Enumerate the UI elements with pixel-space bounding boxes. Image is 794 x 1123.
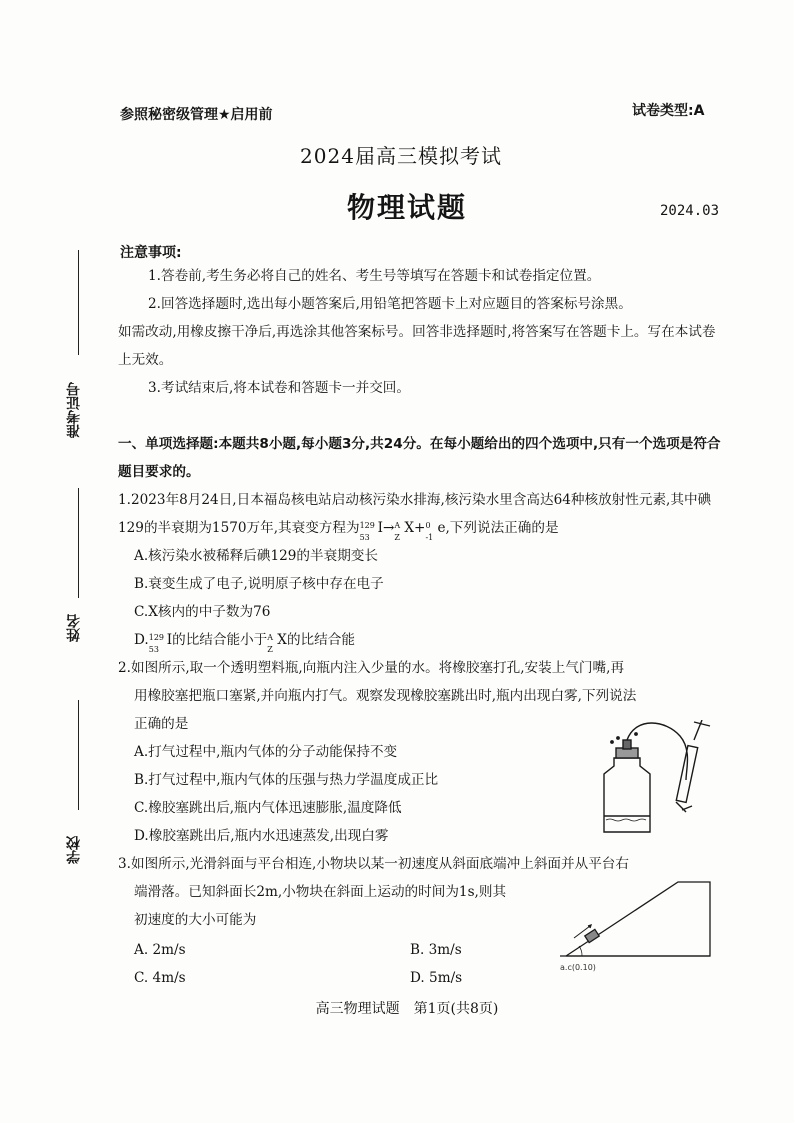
q3-option-a: A. 2m/s xyxy=(134,942,186,958)
bottle-pump-figure xyxy=(596,720,726,840)
x-nuclide: A Z xyxy=(394,521,401,542)
q2-option-d: D.橡胶塞跳出后,瓶内水迅速蒸发,出现白雾 xyxy=(134,828,389,844)
subject-title: 物理试题 xyxy=(346,191,467,224)
bottle-icon xyxy=(604,758,650,832)
q3-stem-line-1: 3.如图所示,光滑斜面与平台相连,小物块以某一初速度从斜面底端冲上斜面并从平台右 xyxy=(118,856,629,872)
notice-item-1: 1.答卷前,考生务必将自己的姓名、考生号等填写在答题卡和试卷指定位置。 xyxy=(148,268,601,284)
q3-option-b: B. 3m/s xyxy=(410,942,462,958)
notice-heading: 注意事项: xyxy=(120,245,182,261)
x-nuclide: A Z xyxy=(267,633,274,654)
q1-option-a: A.核污染水被稀释后碘129的半衰期变长 xyxy=(134,548,378,564)
question-1-stem xyxy=(118,486,728,542)
section-heading: 一、单项选择题:本题共8小题,每小题3分,共24分。在每小题给出的四个选项中,只有一个选项是符合题目要求的。 xyxy=(118,436,721,480)
q2-stem-line-3: 正确的是 xyxy=(134,716,189,732)
name-label: 姓名 xyxy=(66,614,82,642)
q3-stem-line-3: 初速度的大小可能为 xyxy=(134,912,257,928)
incline-figure xyxy=(560,872,720,982)
page-footer: 高三物理试题 第1页(共8页) xyxy=(315,1001,499,1017)
q1-d-text: X的比结合能 xyxy=(277,632,355,648)
q1-eq-part: X+ xyxy=(404,520,426,536)
q1-d-text: I的比结合能小于 xyxy=(166,632,268,648)
electron-nuclide: 0 -1 xyxy=(425,521,434,542)
q1-stem-text: 1.2023年8月24日,日本福岛核电站启动核污染水排海,核污染水里含高达64种核放射性元素,其中碘129的半衰期为1570万年,其衰变方程为 xyxy=(118,492,712,536)
binding-line xyxy=(78,700,79,810)
secret-label: 参照秘密级管理★启用前 xyxy=(120,107,273,123)
iodine-nuclide: 129 53 xyxy=(148,633,165,654)
figure-note: a.c(0.10) xyxy=(560,963,596,972)
q1-eq-part: I→ xyxy=(377,520,395,536)
paper-type: 试卷类型:A xyxy=(632,103,705,119)
notice-item-2-cont: 如需改动,用橡皮擦干净后,再选涂其他答案标号。回答非选择题时,将答案写在答题卡上。写在本试卷上无效。 xyxy=(118,324,716,368)
q3-option-c: C. 4m/s xyxy=(134,970,186,986)
q2-option-b: B.打气过程中,瓶内气体的压强与热力学温度成正比 xyxy=(134,772,439,788)
q1-option-b: B.衰变生成了电子,说明原子核中存在电子 xyxy=(134,576,384,592)
exam-title: 2024届高三模拟考试 xyxy=(300,144,502,168)
q1-option-d xyxy=(134,626,355,654)
q3-option-d: D. 5m/s xyxy=(410,970,463,986)
q1-eq-part: e,下列说法正确的是 xyxy=(437,520,559,536)
q2-option-c: C.橡胶塞跳出后,瓶内气体迅速膨胀,温度降低 xyxy=(134,800,402,816)
school-label: 学校 xyxy=(66,836,82,864)
iodine-nuclide: 129 53 xyxy=(359,521,375,542)
admission-number-label: 准考证号 xyxy=(66,382,82,438)
q1-d-text: D. xyxy=(134,632,149,648)
notice-item-3: 3.考试结束后,将本试卷和答题卡一并交回。 xyxy=(148,380,410,396)
q2-option-a: A.打气过程中,瓶内气体的分子动能保持不变 xyxy=(134,744,398,760)
q2-stem-line-2: 用橡胶塞把瓶口塞紧,并向瓶内打气。观察发现橡胶塞跳出时,瓶内出现白雾,下列说法 xyxy=(134,688,637,704)
q1-option-c: C.X核内的中子数为76 xyxy=(134,604,271,620)
q3-stem-line-2: 端滑落。已知斜面长2m,小物块在斜面上运动的时间为1s,则其 xyxy=(134,884,507,900)
binding-line xyxy=(78,488,79,598)
q2-stem-line-1: 2.如图所示,取一个透明塑料瓶,向瓶内注入少量的水。将橡胶塞打孔,安装上气门嘴,再 xyxy=(118,660,625,676)
notice-item-2: 2.回答选择题时,选出每小题答案后,用铅笔把答题卡上对应题目的答案标号涂黑。 xyxy=(148,296,632,312)
binding-line xyxy=(78,250,79,355)
exam-date: 2024.03 xyxy=(660,203,720,219)
